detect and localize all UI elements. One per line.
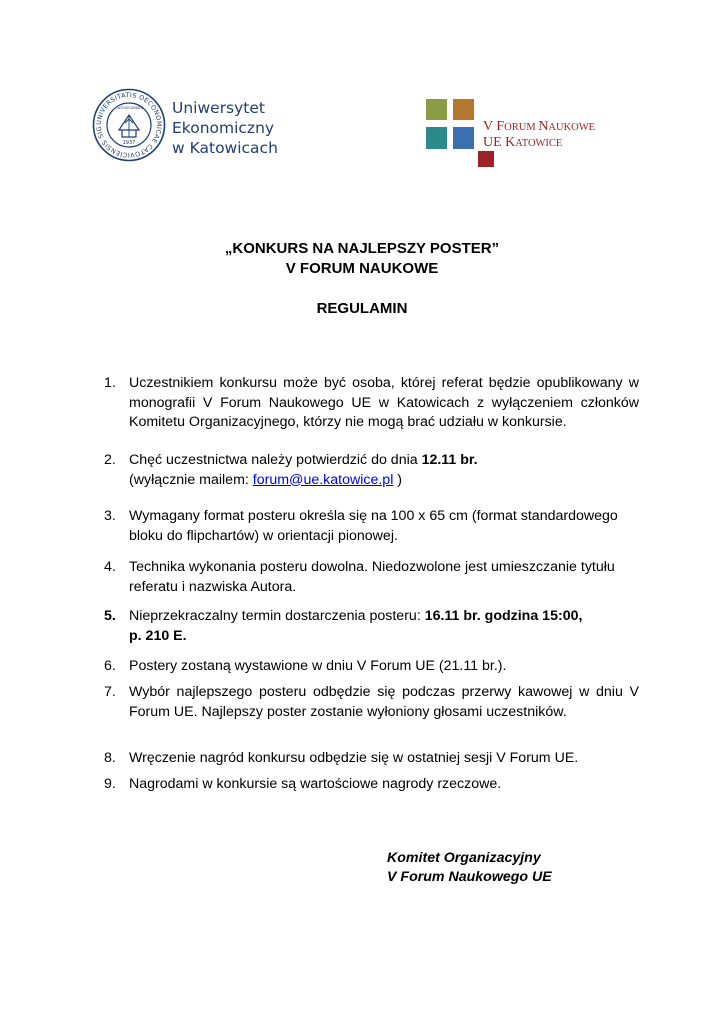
document-title: „KONKURS NA NAJLEPSZY POSTER” xyxy=(224,240,500,257)
signature-line: Komitet Organizacyjny xyxy=(387,850,541,866)
university-name-line: Uniwersytet xyxy=(172,99,265,117)
forum-logo xyxy=(426,99,606,169)
university-name-line: Ekonomiczny xyxy=(172,119,275,137)
seal-year: 1937 xyxy=(122,140,136,146)
university-logo xyxy=(92,88,297,168)
seal-ring-text: UNIVERSITATIS OECONOMICAE CATOVICIENSIS SIG xyxy=(94,90,164,160)
svg-text:CATOVICIENSIS: CATOVICIENSIS xyxy=(115,106,143,110)
rule-item: 9. Nagrodami w konkursie są wartościowe nagrody rzeczowe. xyxy=(104,776,502,792)
rule-item: 3. Wymagany format posteru określa się na 100 x 65 cm (format standardowego bloku do flipchartów) w orientacji pionowej. xyxy=(104,508,618,544)
rule-item: 8. Wręczenie nagród konkursu odbędzie się w ostatniej sesji V Forum UE. xyxy=(104,750,579,766)
regulations-heading: REGULAMIN xyxy=(316,300,408,317)
email-link[interactable]: forum@ue.katowice.pl xyxy=(252,471,394,488)
university-seal-icon xyxy=(92,88,166,162)
rule-item: 6. Postery zostaną wystawione w dniu V Forum UE (21.11 br.). xyxy=(104,658,507,674)
document-subtitle: V FORUM NAUKOWE xyxy=(285,260,439,277)
signature-line: V Forum Naukowego UE xyxy=(387,869,552,885)
rule-item: 7. Wybór najlepszego posteru odbędzie się podczas przerwy kawowej w dniu V Forum UE. Najlepszy poster zostanie wyłoniony głosami uczestników. xyxy=(104,684,639,720)
rule-item: 2. Chęć uczestnictwa należy potwierdzić do dnia 12.11 br. (wyłącznie mailem: forum@ue.katowice.pl ) xyxy=(104,452,478,488)
university-name xyxy=(172,98,278,158)
forum-name xyxy=(483,119,595,151)
forum-name-line-1: V FORUM NAUKOWE xyxy=(483,119,596,134)
rule-item: 5. Nieprzekraczalny termin dostarczenia posteru: 16.11 br. godzina 15:00, p. 210 E. xyxy=(104,608,583,644)
rule-item: 4. Technika wykonania posteru dowolna. Niedozwolone jest umieszczanie tytułu referatu i nazwiska Autora. xyxy=(104,559,615,595)
university-name-line: w Katowicach xyxy=(172,139,278,157)
signature xyxy=(387,849,552,887)
rule-item: 1. Uczestnikiem konkursu może być osoba, której referat będzie opublikowany w monografii V Forum Naukowego UE w Katowicach z wyłączeniem członków Komitetu Organizacyjnego, którzy nie mogą brać udziału w konkursie. xyxy=(104,375,639,430)
forum-name-line-2: UE KATOWICE xyxy=(483,135,563,150)
